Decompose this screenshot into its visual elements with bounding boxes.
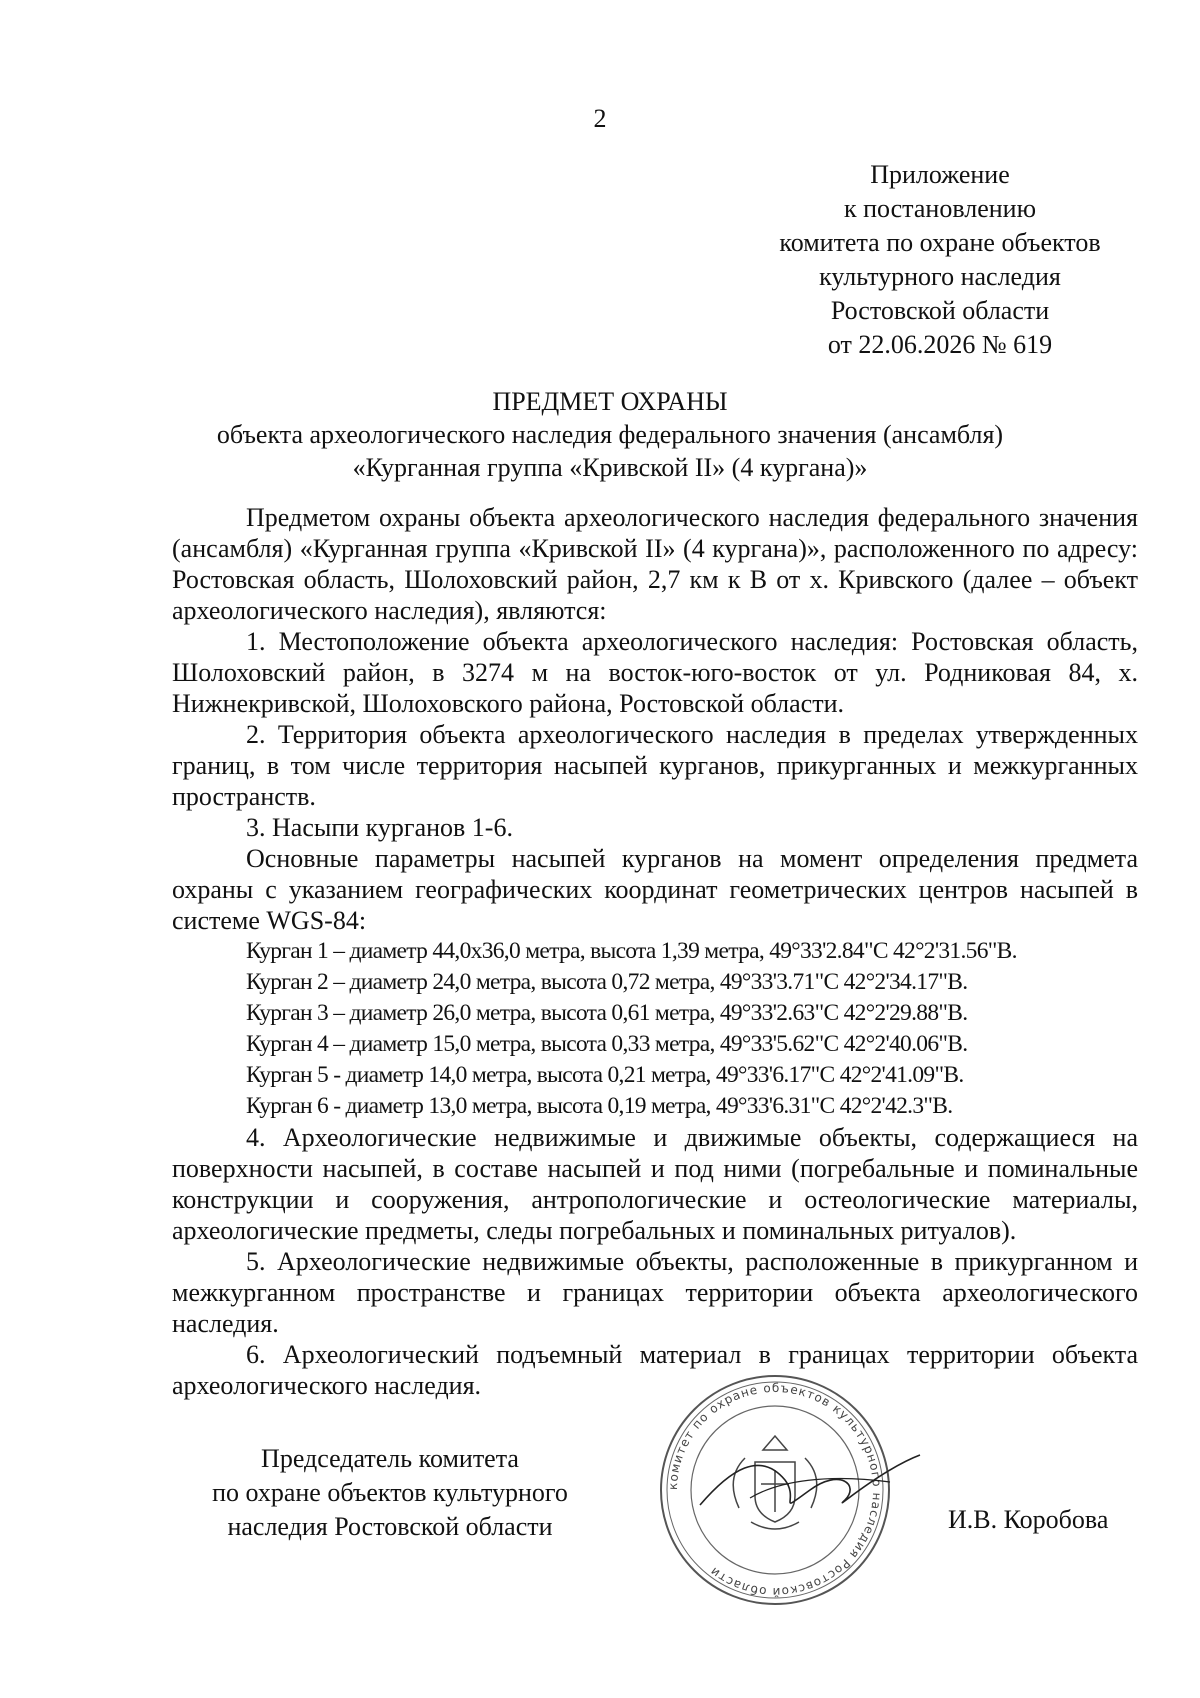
document-title: ПРЕДМЕТ ОХРАНЫ — [492, 387, 728, 416]
page-number: 2 — [593, 104, 607, 133]
position-line: по охране объектов культурного — [212, 1478, 568, 1507]
appendix-line: комитета по охране объектов — [779, 228, 1101, 257]
params-intro: Основные параметры насыпей курганов на момент определения предмета охраны с указанием географических координат геометрических центров насыпей в системе WGS-84: — [172, 844, 1138, 935]
document-subtitle: «Курганная группа «Кривской II» (4 кургана)» — [352, 453, 868, 482]
intro-paragraph: Предметом охраны объекта археологического наследия федерального значения (ансамбля) «Курганная группа «Кривской II» (4 кургана)», расположенного по адресу: Ростовская область, Шолоховский район, 2,7 км к В от х. Кривского (далее – объект археологического наследия), являются: — [172, 503, 1138, 625]
appendix-line: Приложение — [870, 160, 1010, 189]
position-line: Председатель комитета — [261, 1444, 519, 1473]
handwritten-signature — [690, 1410, 930, 1540]
kurgan-line: Курган 1 – диаметр 44,0х36,0 метра, высота 1,39 метра, 49°33'2.84"С 42°2'31.56"В. — [246, 938, 1017, 964]
document-body — [172, 502, 1138, 1401]
seal-text: комитет по охране объектов культурного наследия Ростовской области — [665, 1380, 885, 1600]
appendix-date-number: от 22.06.2026 № 619 — [827, 330, 1053, 359]
appendix-line: культурного наследия — [819, 262, 1061, 291]
appendix-line: Ростовской области — [830, 296, 1050, 325]
kurgan-line: Курган 2 – диаметр 24,0 метра, высота 0,72 метра, 49°33'3.71"С 42°2'34.17"В. — [246, 969, 968, 995]
item-territory: 2. Территория объекта археологического наследия в пределах утвержденных границ, в том числе территория насыпей курганов, прикурганных и межкурганных пространств. — [172, 720, 1138, 811]
kurgan-line: Курган 3 – диаметр 26,0 метра, высота 0,61 метра, 49°33'2.63"С 42°2'29.88"В. — [246, 1000, 968, 1026]
signatory-position — [170, 1442, 610, 1544]
kurgan-line: Курган 6 - диаметр 13,0 метра, высота 0,19 метра, 49°33'6.31"С 42°2'42.3"В. — [246, 1093, 953, 1119]
item-location: 1. Местоположение объекта археологического наследия: Ростовская область, Шолоховский район, в 3274 м на восток-юго-восток от ул. Родниковая 84, х. Нижнекривской, Шолоховского района, Ростовской области. — [172, 627, 1138, 718]
appendix-header — [740, 158, 1140, 362]
signatory-name: И.В. Коробова — [948, 1505, 1109, 1534]
document-subtitle: объекта археологического наследия федерального значения (ансамбля) — [216, 420, 1004, 449]
document-heading — [160, 385, 1060, 484]
kurgan-line: Курган 4 – диаметр 15,0 метра, высота 0,33 метра, 49°33'5.62"С 42°2'40.06"В. — [246, 1031, 968, 1057]
position-line: наследия Ростовской области — [227, 1512, 553, 1541]
kurgan-line: Курган 5 - диаметр 14,0 метра, высота 0,21 метра, 49°33'6.17"С 42°2'41.09"В. — [246, 1062, 964, 1088]
item-spaces: 5. Археологические недвижимые объекты, расположенные в прикурганном и межкурганном пространстве и границах территории объекта археологического наследия. — [172, 1247, 1138, 1338]
item-objects: 4. Археологические недвижимые и движимые объекты, содержащиеся на поверхности насыпей, в составе насыпей и под ними (погребальные и поминальные конструкции и сооружения, антропологические и остеологические материалы, археологические предметы, следы погребальных и поминальных ритуалов). — [172, 1123, 1138, 1245]
item-surface-material: 6. Археологический подъемный материал в границах территории объекта археологического наследия. — [172, 1340, 1138, 1400]
item-mounds: 3. Насыпи курганов 1-6. — [246, 813, 513, 842]
appendix-line: к постановлению — [843, 194, 1037, 223]
